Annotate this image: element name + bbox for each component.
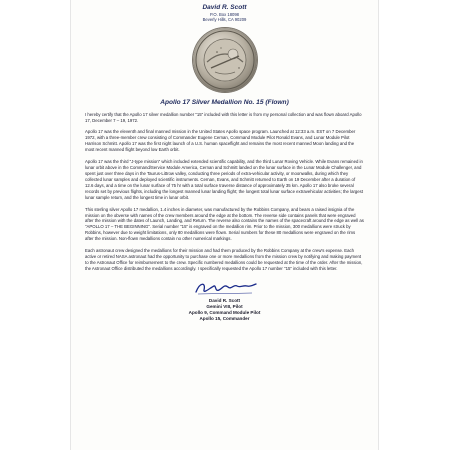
signatory-title-2: Apollo 9, Command Module Pilot xyxy=(188,310,261,316)
paragraph-medallion-distribution: Each astronaut crew designed the medallions for their mission and had them produced by the Robbins Company at the crew's expense. Each active or retired NASA astronaut had the opportunity to purchase one or more medallions from the mission crew by notifying and making payment to the Astronaut Office for reimbursement to the crew. Specific numbered medallions could be requested at the time of the order. After the mission, the Astronaut Office distributed the medallions accordingly. I specifically requested the Apollo 17 number "15" included with this letter. xyxy=(85,248,363,271)
letterhead-address-line-1: P.O. Box 18098 xyxy=(209,12,240,18)
paragraph-mission-details: Apollo 17 was the third "J-type mission" which included extended scientific capability, and the third Lunar Roving Vehicle. While Evans remained in lunar orbit above in the Command/Service Module America, Cernan and Schmitt landed on the lunar surface in the Lunar Module Challenger, and spent just over three days in the Taurus-Littrow valley, conducting three periods of extra-vehicular activity, or moonwalks, during which they collected lunar samples and deployed scientific instruments. Cernan, Evans, and Schmitt returned to Earth on 19 December after a duration of 12.6 days, and a time on the lunar surface of 75 hr with a total surface traverse distance of approximately 35 km. Apollo 17 also broke several records set by previous flights, including the longest manned lunar landing flight; the longest total lunar surface extravehicular activities; the largest lunar sample return, and the longest time in lunar orbit. xyxy=(85,159,364,200)
medallion-photo xyxy=(85,28,364,92)
handwritten-signature xyxy=(190,278,260,298)
medallion-insignia-icon xyxy=(193,28,257,92)
signatory-title-1: Gemini VIII, Pilot xyxy=(206,304,243,310)
letter-body xyxy=(85,112,364,272)
letterhead-address-line-2: Beverly Hills, CA 90209 xyxy=(202,17,247,23)
signatory-title-3: Apollo 15, Commander xyxy=(199,316,250,322)
signature-block xyxy=(85,278,364,323)
signatory-name: David R. Scott xyxy=(208,297,241,303)
letterhead xyxy=(85,4,364,23)
paragraph-mission-overview: Apollo 17 was the eleventh and final manned mission in the United States Apollo space program. Launched at 12:33 a.m. EST on 7 December 1972, with a three-member crew consisting of Commander Eugene Cernan, Command Module Pilot Ronald Evans, and Lunar Module Pilot Harrison Schmitt. Apollo 17 was the first night launch of a U.S. human spaceflight and remains the most recent manned Moon landing and the most recent manned flight beyond low Earth orbit. xyxy=(85,129,356,153)
letter-page xyxy=(70,0,379,450)
document-title: Apollo 17 Silver Medallion No. 15 (Flown) xyxy=(160,98,289,106)
paragraph-certification: I hereby certify that the Apollo 17 silver medallion number "15" included with this letter is from my personal collection and was flown aboard Apollo 17, December 7 – 19, 1972. xyxy=(85,111,362,123)
paragraph-medallion-description: This sterling silver Apollo 17 medallion, 1.4 inches in diameter, was manufactured by the Robbins Company, and bears a raised insignia of the mission on the obverse with names of the crew members around the edge at the bottom. The reverse side contains panels that were engraved after the mission with the dates of Launch, Landing, and Return. The reverse also contains the names of the spacecraft around the edge as well as "APOLLO 17 – THE BEGINNING". Serial number "15" is engraved on the medallion rim. Prior to the mission, 300 medallions were struck by Robbins, however due to weight limitations, only 80 medallions were flown. Serial numbers for these 80 medallions were engraved on the rims after the mission. Non-flown medallions contain no other numerical markings. xyxy=(85,206,364,242)
letterhead-name: David R. Scott xyxy=(202,4,247,11)
medallion-image xyxy=(193,28,257,92)
